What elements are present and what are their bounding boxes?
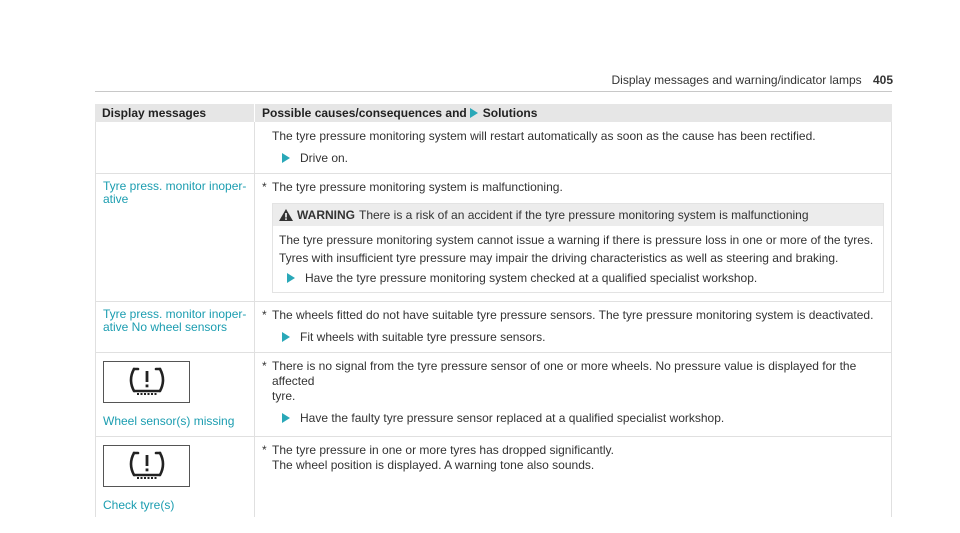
bullet-text: The tyre pressure monitoring system is malfunctioning. — [272, 180, 563, 194]
solution-arrow-icon — [470, 108, 478, 118]
column-header-causes-label: Possible causes/consequences and — [262, 106, 467, 120]
cause-cell — [255, 353, 892, 436]
table-row — [95, 302, 892, 353]
bullet-text: The tyre pressure in one or more tyres has dropped significantly. — [272, 443, 614, 457]
table-row — [95, 122, 892, 174]
warning-title: There is a risk of an accident if the tyre pressure monitoring system is malfunctioning — [359, 208, 809, 222]
bullet-star-icon: * — [262, 359, 267, 373]
warning-box — [272, 203, 884, 293]
table-row — [95, 437, 892, 517]
message-text-line2: ative — [103, 192, 129, 206]
bullet-star-icon: * — [262, 308, 267, 322]
sub-text: The wheel position is displayed. A warning tone also sounds. — [272, 458, 595, 472]
action-item — [279, 269, 877, 287]
column-header-display-messages: Display messages — [95, 104, 255, 122]
message-cell — [95, 353, 255, 436]
action-text: Fit wheels with suitable tyre pressure sensors. — [300, 330, 546, 344]
warning-triangle-icon — [279, 209, 293, 221]
action-item — [262, 330, 884, 344]
message-text: Check tyre(s) — [103, 498, 175, 512]
column-header-causes — [255, 104, 892, 122]
message-cell — [95, 122, 255, 173]
action-item — [262, 151, 884, 165]
message-cell — [95, 437, 255, 517]
action-arrow-icon — [282, 413, 290, 423]
warning-body-text-1: The tyre pressure monitoring system cannot issue a warning if there is pressure loss in one or more of the tyres. — [279, 233, 874, 247]
bullet-item — [262, 359, 884, 404]
table-row — [95, 174, 892, 302]
action-text: Drive on. — [300, 151, 349, 165]
action-text: Have the faulty tyre pressure sensor replaced at a qualified specialist workshop. — [300, 411, 725, 425]
page-header-title: Display messages and warning/indicator lamps — [611, 73, 862, 87]
bullet-item — [262, 180, 884, 195]
bullet-item — [262, 443, 884, 458]
cause-cell — [255, 302, 892, 352]
column-header-solutions-label: Solutions — [482, 106, 538, 120]
cause-text: The tyre pressure monitoring system will restart automatically as soon as the cause has been rectified. — [272, 129, 816, 143]
action-item — [262, 411, 884, 425]
warning-body — [273, 226, 883, 292]
bullet-item — [262, 308, 884, 323]
warning-body-text-2: Tyres with insufficient tyre pressure may impair the driving characteristics as well as steering and braking. — [279, 251, 839, 265]
message-text-line1: Tyre press. monitor inoper- — [103, 307, 247, 321]
bullet-text — [272, 359, 884, 404]
page-header — [612, 73, 894, 87]
header-divider — [95, 91, 892, 92]
table-row — [95, 353, 892, 437]
cause-cell — [255, 437, 892, 517]
bullet-star-icon: * — [262, 180, 267, 194]
warning-label: WARNING — [297, 208, 355, 222]
action-arrow-icon — [282, 153, 290, 163]
bullet-text: The wheels fitted do not have suitable tyre pressure sensors. The tyre pressure monitoring system is deactivated. — [272, 308, 874, 322]
action-text: Have the tyre pressure monitoring system checked at a qualified specialist workshop. — [305, 271, 758, 285]
message-cell — [95, 302, 255, 352]
message-cell — [95, 174, 255, 301]
bullet-text-line2: tyre. — [272, 389, 296, 403]
display-messages-table — [95, 104, 892, 517]
tyre-pressure-warning-icon — [103, 361, 190, 403]
message-text-line2: ative No wheel sensors — [103, 320, 228, 334]
cause-cell — [255, 122, 892, 173]
bullet-text-line1: There is no signal from the tyre pressure sensor of one or more wheels. No pressure value is displayed for the affected — [272, 359, 857, 388]
bullet-star-icon: * — [262, 443, 267, 457]
message-text: Wheel sensor(s) missing — [103, 414, 235, 428]
message-text-line1: Tyre press. monitor inoper- — [103, 179, 247, 193]
tyre-pressure-warning-icon — [103, 445, 190, 487]
cause-cell — [255, 174, 892, 301]
page-number: 405 — [872, 73, 893, 87]
action-arrow-icon — [287, 273, 295, 283]
action-arrow-icon — [282, 332, 290, 342]
warning-header — [273, 204, 883, 226]
table-header — [95, 104, 892, 122]
